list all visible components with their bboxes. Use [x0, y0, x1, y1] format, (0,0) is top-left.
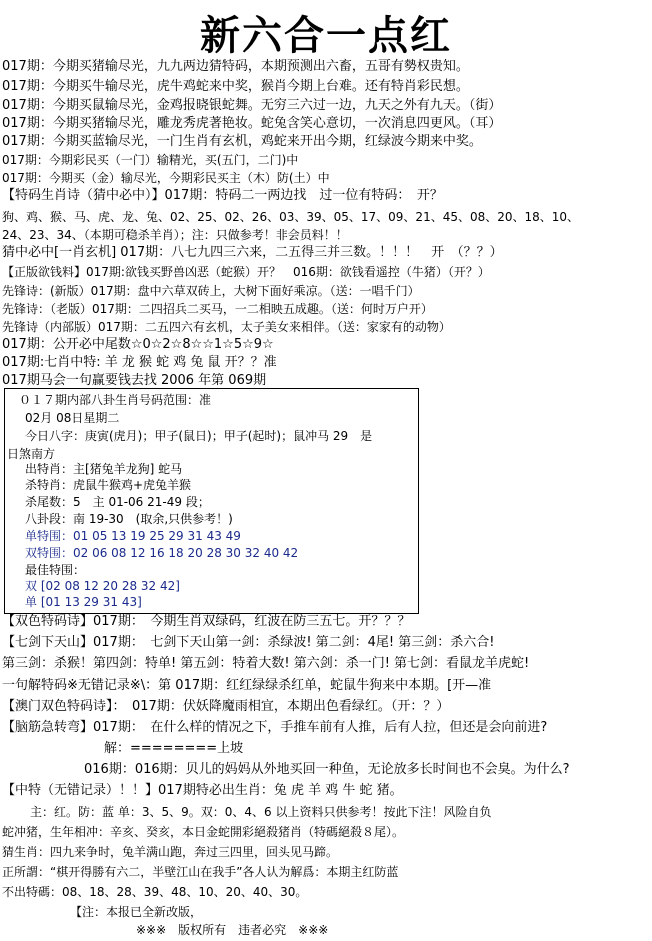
text-line: 017期：公开必中尾数☆0☆2☆8☆☆1☆5☆9☆	[2, 337, 274, 352]
text-line: 主：红。防：蓝 单：3、5、9。双：0、4、6 以上资料只供参考！按此下注！风险自负	[30, 805, 492, 819]
box-line: 今日八字：庚寅(虎月)；甲子(鼠日)；甲子(起时)；鼠冲马 29 是	[25, 429, 373, 443]
text-line: 先锋诗：(新版）017期：盘中六草双砖上，大树下面好乘凉。（送：一唱千门）	[2, 284, 420, 298]
text-line: 第三剑：杀猴！第四剑：特单! 第五剑：特着大数! 第六剑：杀一门! 第七剑：看鼠龙羊虎蛇!	[2, 656, 530, 671]
text-line: 017期：今期买牛输尽光，虎牛鸡蛇来中奖，猴肖今期上台难。还有特肖彩民想。	[2, 79, 469, 94]
text-line: 017期：今期彩民买（一门）输精光，买(五门，二门)中	[2, 153, 299, 167]
text-line: 不出特碼：08、18、28、39、48、10、20、40、30。	[2, 885, 308, 899]
text-line: 先锋诗（内部版）017期：二五四六有玄机，太子美女来相伴。（送：家家有的动物）	[2, 320, 451, 334]
text-line: 【七剑下天山】017期： 七剑下天山第一剑：杀绿波! 第二剑：4尾! 第三剑：杀六合!	[2, 635, 495, 650]
text-line: 24、23、34、（本期可稳杀羊肖）；注：只做参考！非会员料！！	[2, 228, 348, 242]
text-line: 解：========上坡	[104, 741, 244, 756]
bagua-info-box	[4, 388, 419, 614]
text-line: 猜生肖：四九来争时，兔羊满山跑，奔过三四里，回头见马蹄。	[2, 845, 339, 859]
text-line: 【双色特码诗】017期： 今期生肖双绿码，红波在防三五七。开？？？	[2, 614, 411, 629]
text-line: 先锋诗：（老版）017期：二四招兵二买马，一二相映五成趣。（送：何时万户开）	[2, 302, 433, 316]
box-line: 02月 08日星期二	[25, 411, 120, 425]
text-line: 017期：今期买猪输尽光，雕龙秀虎著艳妆。蛇兔含笑心意切，一次消息四更风。（耳）	[2, 116, 502, 131]
text-line: 【脑筋急转弯】017期： 在什么样的情况之下，手推车前有人推，后有人拉，但还是会向前进?	[2, 720, 548, 735]
box-line: 单特围：01 05 13 19 25 29 31 43 49	[25, 529, 241, 543]
text-line: 【澳门双色特码诗】： 017期：伏妖降魔雨相宜，本期出色看绿红。（开：？）	[2, 699, 450, 714]
box-line: 双 [02 08 12 20 28 32 42]	[25, 579, 180, 593]
box-line: 单 [01 13 29 31 43]	[25, 595, 142, 609]
copyright-line: ※※※ 版权所有 违者必究 ※※※	[136, 923, 329, 937]
box-line: 双特围：02 06 08 12 16 18 20 28 30 32 40 42	[25, 546, 299, 560]
box-line: 八卦段：南 19-30 (取余,只供参考！)	[25, 512, 233, 526]
text-line: 017期：今期买（金）输尽光，今期彩民买主（木）防(土）中	[2, 171, 330, 185]
text-line: 017期马会一句赢要钱去找 2006 年第 069期	[2, 373, 267, 388]
text-line: 狗、鸡、猴、马、虎、龙、兔、02、25、02、26、03、39、05、17、09、21、45、08、20、18、10、	[2, 210, 580, 224]
text-line: 【特码生肖诗（猜中必中）】017期：特码二一两边找 过一位有特码： 开？	[2, 188, 443, 203]
text-line: 017期：今期买蓝输尽光，一门生肖有玄机，鸡蛇来开出今期，红绿波今期来中奖。	[2, 134, 482, 149]
text-line: 蛇冲猪，生年相冲：辛亥、癸亥，本日金蛇開彩絕殺猪肖（特碼絕殺８尾）。	[2, 825, 405, 839]
box-line: 杀特肖：虎鼠牛猴鸡+虎兔羊猴	[25, 478, 192, 492]
box-line: 出特肖：主[猪兔羊龙狗] 蛇马	[25, 462, 183, 476]
box-line: 最佳特围：	[25, 563, 86, 577]
text-line: 正所謂：“棋开得勝有六二，半壁江山在我手”各人认为解爲：本期主红防蓝	[2, 865, 399, 879]
text-line: 【中特（无错记录）！！】017期特必出生肖：兔 虎 羊 鸡 牛 蛇 猪。	[2, 783, 403, 798]
text-line: 猜中必中[一肖玄机] 017期：八七九四三六来，二五得三并三数。！！！ 开 （？？）	[2, 245, 503, 260]
text-line: 017期:七肖中特: 羊 龙 猴 蛇 鸡 兔 鼠 开？？准	[2, 355, 277, 370]
text-line: 017期：今期买猪输尽光，九九两边猜特码，本期预测出六畜，五哥有勢权贵知。	[2, 59, 469, 74]
text-line: 017期：今期买鼠输尽光，金鸡报晓银蛇舞。无穷三六过一边，九天之外有九天。（街）	[2, 98, 502, 113]
text-line: 【正版欲钱料】017期:欲钱买野兽凶恶（蛇猴）开？ 016期：欲钱看遥控（牛猪）（开？）	[2, 265, 490, 279]
text-line: 一句解特码※无错记录※\：第 017期：红红绿绿杀红单，蛇鼠牛狗来中本期。[开—准	[2, 678, 492, 693]
box-line: 杀尾数：5 主 01-06 21-49 段；	[25, 495, 210, 509]
box-line: ０１７期内部八卦生肖号码范围：准	[19, 393, 212, 407]
text-line: 016期：016期：贝儿的妈妈从外地买回一种鱼，无论放多长时间也不会臭。为什么?	[84, 762, 570, 777]
page-title: 新六合一点红	[200, 12, 452, 59]
text-line: 【注：本报已全新改版，	[70, 905, 203, 919]
box-line: 日煞南方	[7, 447, 56, 461]
